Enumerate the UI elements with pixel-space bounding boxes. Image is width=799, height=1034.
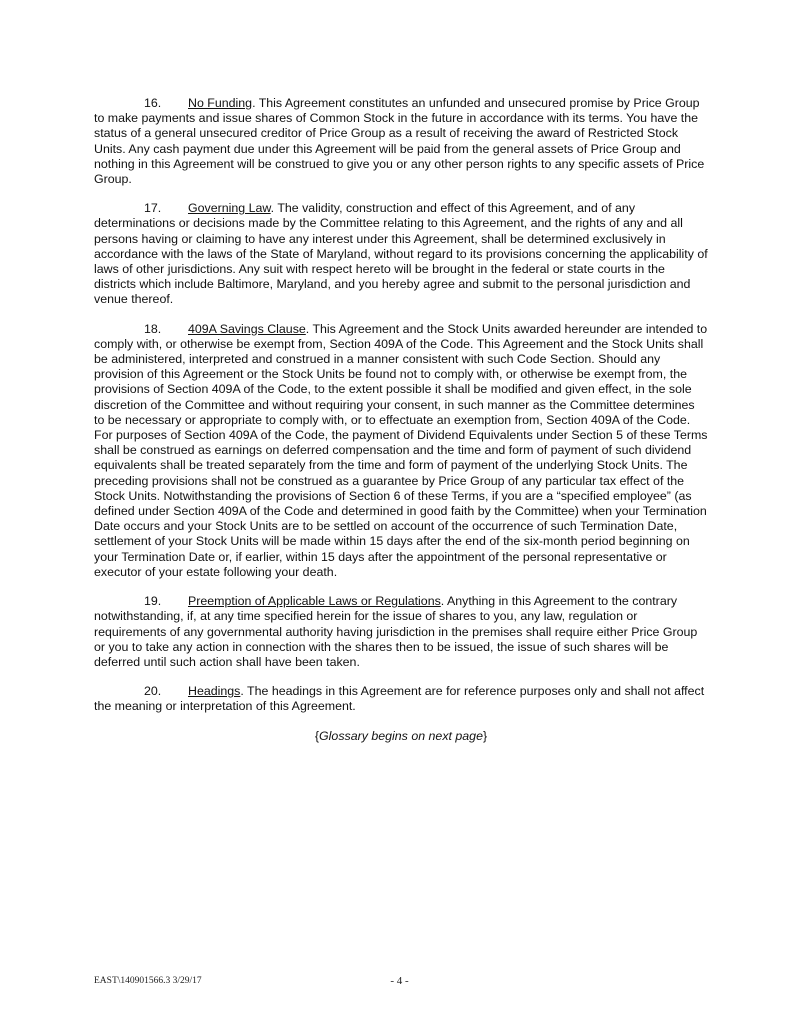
section-heading: Preemption of Applicable Laws or Regulations <box>188 594 441 609</box>
glossary-open-brace: { <box>314 728 320 743</box>
section-text: . This Agreement and the Stock Units awarded hereunder are intended to comply with, or otherwise be exempt from, Section 409A of the Code. This Agreement and the Stock Units shall be administered, interpreted and construed in a manner consistent with such Code Section. Should any provision of this Agreement or the Stock Units be found not to comply with, or otherwise be exempt from, the provisions of Section 409A of the Code, to the extent possible it shall be modified and given effect, in the sole discretion of the Committee and without requiring your consent, in such manner as the Committee determines to be necessary or appropriate to comply with, or to effectuate an exemption from, Section 409A of the Code. For purposes of Section 409A of the Code, the payment of Dividend Equivalents under Section 5 of these Terms shall be construed as earnings on deferred compensation and the time and form of payment of such dividend equivalents shall be treated separately from the time and form of payment of the underlying Stock Units. The preceding provisions shall not be construed as a guarantee by Price Group of any particular tax effect of the Stock Units. Notwithstanding the provisions of Section 6 of these Terms, if you are a “specified employee” (as defined under Section 409A of the Code and determined in good faith by the Committee) when your Termination Date occurs and your Stock Units are to be settled on account of the occurrence of such Termination Date, settlement of your Stock Units will be made within 15 days after the end of the six-month period beginning on your Termination Date or, if earlier, within 15 days after the appointment of the personal representative or executor of your estate following your death. <box>94 321 708 579</box>
section-heading: No Funding <box>188 96 253 110</box>
section-18 <box>94 322 708 580</box>
footer-page-number: - 4 - <box>390 975 409 987</box>
section-heading: 409A Savings Clause <box>188 321 306 336</box>
glossary-note <box>94 729 708 744</box>
glossary-note-text: Glossary begins on next page <box>319 728 483 743</box>
section-text: . The headings in this Agreement are for reference purposes only and shall not affect the meaning or interpretation of this Agreement. <box>94 684 705 714</box>
section-20 <box>94 684 708 714</box>
footer-doc-id: EAST\140901566.3 3/29/17 <box>94 976 202 986</box>
section-text: . Anything in this Agreement to the contrary notwithstanding, if, at any time specified herein for the issue of shares to you, any law, regulation or requirements of any governmental authority having jurisdiction in the premises shall require either Price Group or you to take any action in connection with the shares then to be issued, the issue of such shares will be deferred until such action shall have been taken. <box>94 594 698 669</box>
section-heading: Headings <box>188 684 241 699</box>
glossary-close-brace: } <box>482 728 488 743</box>
section-text: . This Agreement constitutes an unfunded and unsecured promise by Price Group to make payments and issue shares of Common Stock in the future in accordance with its terms. You have the status of a general unsecured creditor of Price Group as a result of receiving the award of Restricted Stock Units. Any cash payment due under this Agreement will be paid from the general assets of Price Group and nothing in this Agreement will be construed to give you or any other person rights to any specific assets of Price Group. <box>94 96 705 187</box>
section-number: 19. <box>144 594 162 609</box>
section-text: . The validity, construction and effect of this Agreement, and of any determinations or decisions made by the Committee relating to this Agreement, and the rights of any and all persons having or claiming to have any interest under this Agreement, shall be determined exclusively in accordance with the laws of the State of Maryland, without regard to its provisions concerning the applicability of laws of other jurisdictions. Any suit with respect hereto will be brought in the federal or state courts in the districts which include Baltimore, Maryland, and you hereby agree and submit to the personal jurisdiction and venue thereof. <box>94 201 708 307</box>
section-17 <box>94 201 708 307</box>
section-16 <box>94 96 708 187</box>
document-body <box>94 96 708 744</box>
section-number: 17. <box>144 201 162 216</box>
section-number: 16. <box>144 96 162 110</box>
section-number: 18. <box>144 321 162 336</box>
section-heading: Governing Law <box>188 201 271 216</box>
section-19 <box>94 594 708 670</box>
section-number: 20. <box>144 684 162 699</box>
